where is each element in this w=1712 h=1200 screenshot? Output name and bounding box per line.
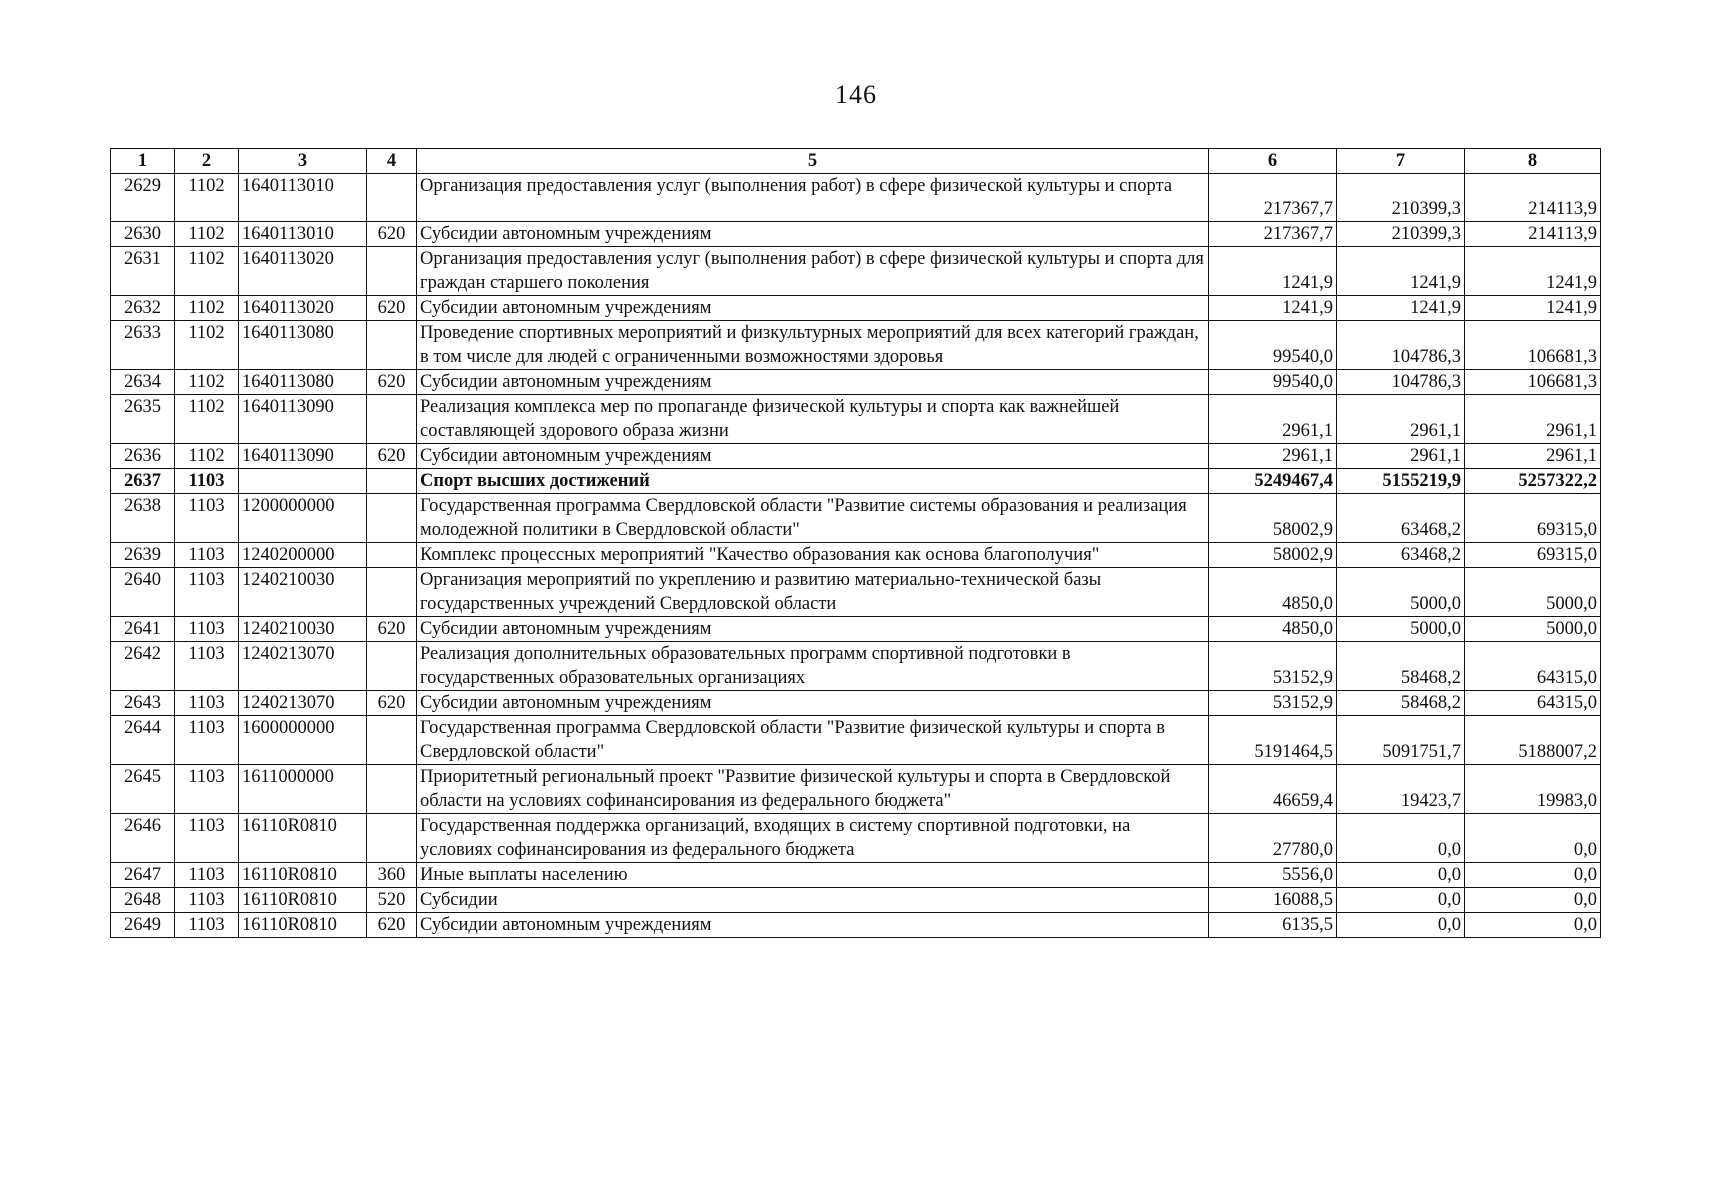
amount-year-3-cell: 19983,0 bbox=[1465, 765, 1601, 814]
row-number-cell: 2640 bbox=[111, 568, 175, 617]
header-col-3: 3 bbox=[239, 149, 367, 174]
section-code-cell: 1103 bbox=[175, 568, 239, 617]
item-name-cell: Комплекс процессных мероприятий "Качество образования как основа благополучия" bbox=[417, 543, 1209, 568]
amount-year-3-cell: 5000,0 bbox=[1465, 617, 1601, 642]
amount-year-2-cell: 210399,3 bbox=[1337, 174, 1465, 222]
amount-year-2-cell: 58468,2 bbox=[1337, 691, 1465, 716]
table-row bbox=[111, 321, 1601, 370]
expense-type-cell: 360 bbox=[367, 863, 417, 888]
row-number-cell: 2642 bbox=[111, 642, 175, 691]
section-code-cell: 1103 bbox=[175, 863, 239, 888]
item-name-cell: Проведение спортивных мероприятий и физкультурных мероприятий для всех категорий граждан, в том числе для людей с ограниченными возможностями здоровья bbox=[417, 321, 1209, 370]
amount-year-2-cell: 1241,9 bbox=[1337, 247, 1465, 296]
amount-year-2-cell: 2961,1 bbox=[1337, 444, 1465, 469]
amount-year-1-cell: 16088,5 bbox=[1209, 888, 1337, 913]
amount-year-3-cell: 214113,9 bbox=[1465, 174, 1601, 222]
expense-type-cell bbox=[367, 494, 417, 543]
section-code-cell: 1103 bbox=[175, 913, 239, 938]
section-code-cell: 1102 bbox=[175, 370, 239, 395]
amount-year-2-cell: 5091751,7 bbox=[1337, 716, 1465, 765]
table-body bbox=[111, 174, 1601, 938]
target-code-cell: 16110R0810 bbox=[239, 888, 367, 913]
item-name-cell: Государственная поддержка организаций, входящих в систему спортивной подготовки, на условиях софинансирования из федерального бюджета bbox=[417, 814, 1209, 863]
row-number-cell: 2635 bbox=[111, 395, 175, 444]
row-number-cell: 2636 bbox=[111, 444, 175, 469]
header-col-6: 6 bbox=[1209, 149, 1337, 174]
item-name-cell: Субсидии автономным учреждениям bbox=[417, 691, 1209, 716]
row-number-cell: 2634 bbox=[111, 370, 175, 395]
amount-year-3-cell: 69315,0 bbox=[1465, 494, 1601, 543]
amount-year-1-cell: 4850,0 bbox=[1209, 568, 1337, 617]
amount-year-3-cell: 5000,0 bbox=[1465, 568, 1601, 617]
row-number-cell: 2647 bbox=[111, 863, 175, 888]
section-code-cell: 1103 bbox=[175, 888, 239, 913]
expense-type-cell bbox=[367, 321, 417, 370]
item-name-cell: Субсидии автономным учреждениям bbox=[417, 444, 1209, 469]
target-code-cell: 1640113020 bbox=[239, 247, 367, 296]
amount-year-1-cell: 99540,0 bbox=[1209, 321, 1337, 370]
expense-type-cell bbox=[367, 469, 417, 494]
table-row bbox=[111, 247, 1601, 296]
table-row bbox=[111, 222, 1601, 247]
amount-year-3-cell: 1241,9 bbox=[1465, 296, 1601, 321]
amount-year-1-cell: 217367,7 bbox=[1209, 222, 1337, 247]
item-name-cell: Иные выплаты населению bbox=[417, 863, 1209, 888]
expense-type-cell: 620 bbox=[367, 296, 417, 321]
section-code-cell: 1103 bbox=[175, 494, 239, 543]
section-code-cell: 1103 bbox=[175, 691, 239, 716]
expense-type-cell bbox=[367, 716, 417, 765]
amount-year-2-cell: 5000,0 bbox=[1337, 617, 1465, 642]
amount-year-2-cell: 2961,1 bbox=[1337, 395, 1465, 444]
amount-year-3-cell: 64315,0 bbox=[1465, 691, 1601, 716]
expense-type-cell: 520 bbox=[367, 888, 417, 913]
item-name-cell: Приоритетный региональный проект "Развитие физической культуры и спорта в Свердловской области на условиях софинансирования из федерального бюджета" bbox=[417, 765, 1209, 814]
item-name-cell: Субсидии автономным учреждениям bbox=[417, 296, 1209, 321]
amount-year-1-cell: 5249467,4 bbox=[1209, 469, 1337, 494]
target-code-cell: 1200000000 bbox=[239, 494, 367, 543]
target-code-cell: 1240210030 bbox=[239, 568, 367, 617]
amount-year-2-cell: 104786,3 bbox=[1337, 321, 1465, 370]
amount-year-1-cell: 1241,9 bbox=[1209, 247, 1337, 296]
table-row bbox=[111, 888, 1601, 913]
target-code-cell: 16110R0810 bbox=[239, 913, 367, 938]
amount-year-1-cell: 6135,5 bbox=[1209, 913, 1337, 938]
target-code-cell: 1240213070 bbox=[239, 691, 367, 716]
row-number-cell: 2639 bbox=[111, 543, 175, 568]
amount-year-1-cell: 2961,1 bbox=[1209, 395, 1337, 444]
item-name-cell: Реализация дополнительных образовательных программ спортивной подготовки в государственных образовательных организациях bbox=[417, 642, 1209, 691]
amount-year-3-cell: 1241,9 bbox=[1465, 247, 1601, 296]
section-code-cell: 1102 bbox=[175, 321, 239, 370]
section-code-cell: 1102 bbox=[175, 174, 239, 222]
page-number: 146 bbox=[835, 80, 877, 109]
section-code-cell: 1102 bbox=[175, 222, 239, 247]
header-col-7: 7 bbox=[1337, 149, 1465, 174]
expense-type-cell bbox=[367, 568, 417, 617]
table-row bbox=[111, 296, 1601, 321]
item-name-cell: Государственная программа Свердловской области "Развитие системы образования и реализация молодежной политики в Свердловской области" bbox=[417, 494, 1209, 543]
amount-year-1-cell: 27780,0 bbox=[1209, 814, 1337, 863]
amount-year-1-cell: 58002,9 bbox=[1209, 494, 1337, 543]
expense-type-cell: 620 bbox=[367, 222, 417, 247]
row-number-cell: 2630 bbox=[111, 222, 175, 247]
amount-year-1-cell: 5191464,5 bbox=[1209, 716, 1337, 765]
amount-year-3-cell: 2961,1 bbox=[1465, 444, 1601, 469]
amount-year-3-cell: 2961,1 bbox=[1465, 395, 1601, 444]
amount-year-1-cell: 5556,0 bbox=[1209, 863, 1337, 888]
row-number-cell: 2646 bbox=[111, 814, 175, 863]
expense-type-cell: 620 bbox=[367, 617, 417, 642]
amount-year-3-cell: 5257322,2 bbox=[1465, 469, 1601, 494]
table-row bbox=[111, 716, 1601, 765]
expense-type-cell bbox=[367, 642, 417, 691]
amount-year-1-cell: 53152,9 bbox=[1209, 642, 1337, 691]
amount-year-3-cell: 0,0 bbox=[1465, 814, 1601, 863]
amount-year-2-cell: 5155219,9 bbox=[1337, 469, 1465, 494]
amount-year-2-cell: 1241,9 bbox=[1337, 296, 1465, 321]
item-name-cell: Субсидии автономным учреждениям bbox=[417, 222, 1209, 247]
amount-year-2-cell: 63468,2 bbox=[1337, 494, 1465, 543]
amount-year-1-cell: 53152,9 bbox=[1209, 691, 1337, 716]
table-row bbox=[111, 814, 1601, 863]
target-code-cell: 1600000000 bbox=[239, 716, 367, 765]
target-code-cell: 1640113080 bbox=[239, 321, 367, 370]
item-name-cell: Организация мероприятий по укреплению и развитию материально-технической базы государственных учреждений Свердловской области bbox=[417, 568, 1209, 617]
amount-year-1-cell: 2961,1 bbox=[1209, 444, 1337, 469]
amount-year-3-cell: 69315,0 bbox=[1465, 543, 1601, 568]
table-row bbox=[111, 691, 1601, 716]
header-row bbox=[111, 149, 1601, 174]
header-col-2: 2 bbox=[175, 149, 239, 174]
item-name-cell: Спорт высших достижений bbox=[417, 469, 1209, 494]
target-code-cell: 1640113010 bbox=[239, 222, 367, 247]
target-code-cell: 1240213070 bbox=[239, 642, 367, 691]
amount-year-3-cell: 0,0 bbox=[1465, 888, 1601, 913]
section-code-cell: 1103 bbox=[175, 469, 239, 494]
amount-year-3-cell: 0,0 bbox=[1465, 863, 1601, 888]
expense-type-cell bbox=[367, 395, 417, 444]
header-col-5: 5 bbox=[417, 149, 1209, 174]
amount-year-2-cell: 0,0 bbox=[1337, 913, 1465, 938]
target-code-cell: 1611000000 bbox=[239, 765, 367, 814]
section-code-cell: 1103 bbox=[175, 716, 239, 765]
target-code-cell: 1240210030 bbox=[239, 617, 367, 642]
amount-year-1-cell: 217367,7 bbox=[1209, 174, 1337, 222]
item-name-cell: Субсидии автономным учреждениям bbox=[417, 913, 1209, 938]
amount-year-3-cell: 214113,9 bbox=[1465, 222, 1601, 247]
item-name-cell: Организация предоставления услуг (выполнения работ) в сфере физической культуры и спорта для граждан старшего поколения bbox=[417, 247, 1209, 296]
expense-type-cell: 620 bbox=[367, 444, 417, 469]
target-code-cell: 16110R0810 bbox=[239, 814, 367, 863]
row-number-cell: 2638 bbox=[111, 494, 175, 543]
item-name-cell: Государственная программа Свердловской области "Развитие физической культуры и спорта в Свердловской области" bbox=[417, 716, 1209, 765]
item-name-cell: Субсидии bbox=[417, 888, 1209, 913]
section-code-cell: 1102 bbox=[175, 395, 239, 444]
amount-year-1-cell: 4850,0 bbox=[1209, 617, 1337, 642]
row-number-cell: 2645 bbox=[111, 765, 175, 814]
amount-year-1-cell: 46659,4 bbox=[1209, 765, 1337, 814]
target-code-cell: 1640113090 bbox=[239, 444, 367, 469]
expense-type-cell bbox=[367, 814, 417, 863]
table-row bbox=[111, 543, 1601, 568]
amount-year-2-cell: 63468,2 bbox=[1337, 543, 1465, 568]
table-row bbox=[111, 765, 1601, 814]
row-number-cell: 2633 bbox=[111, 321, 175, 370]
table-row bbox=[111, 568, 1601, 617]
target-code-cell: 1640113080 bbox=[239, 370, 367, 395]
amount-year-1-cell: 99540,0 bbox=[1209, 370, 1337, 395]
expense-type-cell bbox=[367, 247, 417, 296]
expense-type-cell: 620 bbox=[367, 370, 417, 395]
section-code-cell: 1102 bbox=[175, 247, 239, 296]
amount-year-2-cell: 19423,7 bbox=[1337, 765, 1465, 814]
section-code-cell: 1103 bbox=[175, 765, 239, 814]
amount-year-3-cell: 106681,3 bbox=[1465, 321, 1601, 370]
item-name-cell: Организация предоставления услуг (выполнения работ) в сфере физической культуры и спорта bbox=[417, 174, 1209, 222]
expense-type-cell bbox=[367, 765, 417, 814]
amount-year-2-cell: 104786,3 bbox=[1337, 370, 1465, 395]
section-code-cell: 1103 bbox=[175, 814, 239, 863]
table-row bbox=[111, 863, 1601, 888]
row-number-cell: 2632 bbox=[111, 296, 175, 321]
expense-type-cell bbox=[367, 543, 417, 568]
section-code-cell: 1103 bbox=[175, 642, 239, 691]
amount-year-2-cell: 0,0 bbox=[1337, 863, 1465, 888]
section-code-cell: 1102 bbox=[175, 444, 239, 469]
expense-type-cell: 620 bbox=[367, 691, 417, 716]
table-row bbox=[111, 913, 1601, 938]
table-row bbox=[111, 444, 1601, 469]
amount-year-2-cell: 58468,2 bbox=[1337, 642, 1465, 691]
amount-year-3-cell: 64315,0 bbox=[1465, 642, 1601, 691]
row-number-cell: 2631 bbox=[111, 247, 175, 296]
table-header bbox=[111, 149, 1601, 174]
section-code-cell: 1102 bbox=[175, 296, 239, 321]
header-col-1: 1 bbox=[111, 149, 175, 174]
amount-year-1-cell: 1241,9 bbox=[1209, 296, 1337, 321]
row-number-cell: 2637 bbox=[111, 469, 175, 494]
item-name-cell: Субсидии автономным учреждениям bbox=[417, 370, 1209, 395]
header-col-4: 4 bbox=[367, 149, 417, 174]
table-row bbox=[111, 617, 1601, 642]
amount-year-2-cell: 0,0 bbox=[1337, 814, 1465, 863]
expense-type-cell bbox=[367, 174, 417, 222]
row-number-cell: 2648 bbox=[111, 888, 175, 913]
row-number-cell: 2644 bbox=[111, 716, 175, 765]
amount-year-3-cell: 106681,3 bbox=[1465, 370, 1601, 395]
row-number-cell: 2649 bbox=[111, 913, 175, 938]
target-code-cell: 16110R0810 bbox=[239, 863, 367, 888]
amount-year-1-cell: 58002,9 bbox=[1209, 543, 1337, 568]
item-name-cell: Субсидии автономным учреждениям bbox=[417, 617, 1209, 642]
table-row bbox=[111, 642, 1601, 691]
section-code-cell: 1103 bbox=[175, 543, 239, 568]
target-code-cell: 1240200000 bbox=[239, 543, 367, 568]
table-row bbox=[111, 494, 1601, 543]
amount-year-2-cell: 210399,3 bbox=[1337, 222, 1465, 247]
budget-table bbox=[110, 148, 1601, 938]
target-code-cell: 1640113090 bbox=[239, 395, 367, 444]
item-name-cell: Реализация комплекса мер по пропаганде физической культуры и спорта как важнейшей составляющей здорового образа жизни bbox=[417, 395, 1209, 444]
expense-type-cell: 620 bbox=[367, 913, 417, 938]
table-row bbox=[111, 174, 1601, 222]
header-col-8: 8 bbox=[1465, 149, 1601, 174]
amount-year-3-cell: 5188007,2 bbox=[1465, 716, 1601, 765]
table-row bbox=[111, 370, 1601, 395]
amount-year-2-cell: 5000,0 bbox=[1337, 568, 1465, 617]
section-code-cell: 1103 bbox=[175, 617, 239, 642]
target-code-cell: 1640113020 bbox=[239, 296, 367, 321]
table-row bbox=[111, 395, 1601, 444]
amount-year-3-cell: 0,0 bbox=[1465, 913, 1601, 938]
row-number-cell: 2643 bbox=[111, 691, 175, 716]
amount-year-2-cell: 0,0 bbox=[1337, 888, 1465, 913]
target-code-cell: 1640113010 bbox=[239, 174, 367, 222]
row-number-cell: 2629 bbox=[111, 174, 175, 222]
target-code-cell bbox=[239, 469, 367, 494]
row-number-cell: 2641 bbox=[111, 617, 175, 642]
table-row bbox=[111, 469, 1601, 494]
